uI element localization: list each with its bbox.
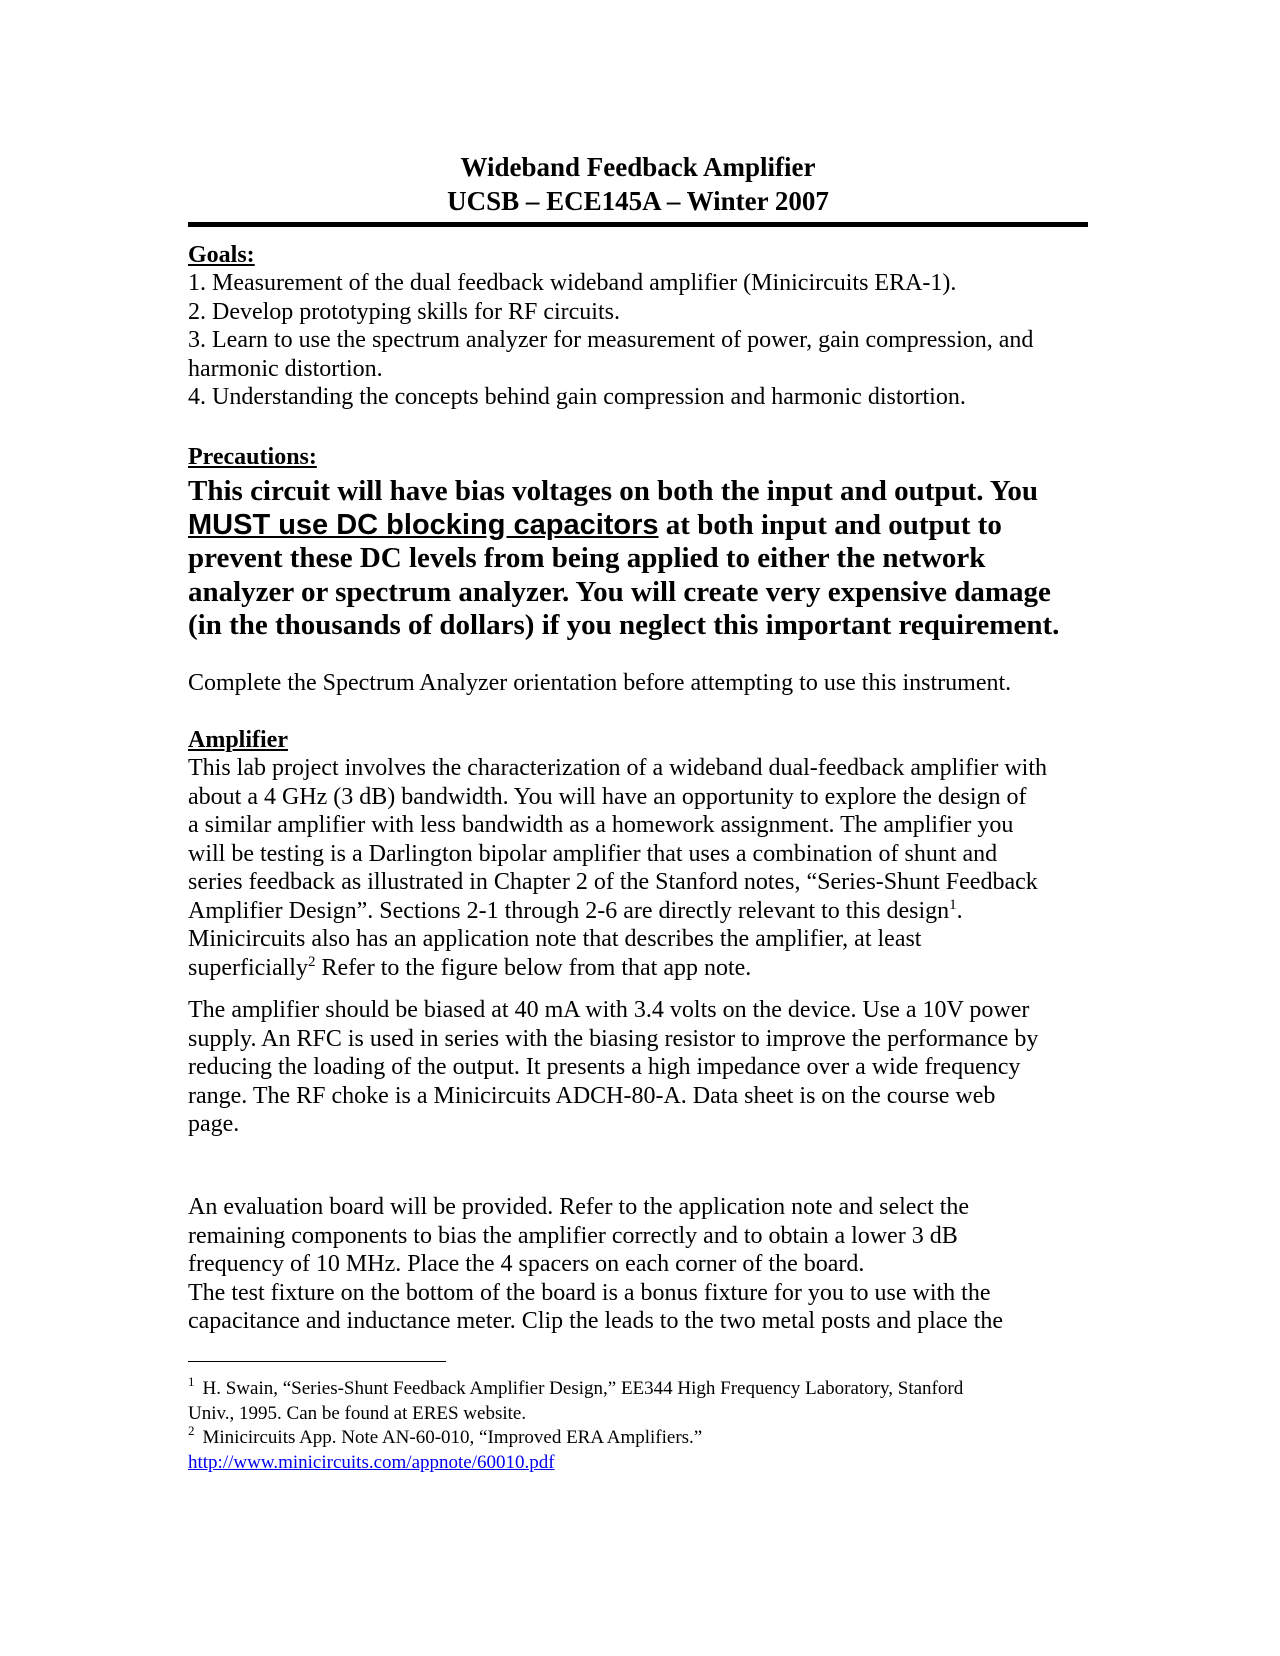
paragraph-line: An evaluation board will be provided. Refer to the application note and select the bbox=[188, 1194, 970, 1220]
paragraph-line: about a 4 GHz (3 dB) bandwidth. You will have an opportunity to explore the design of bbox=[188, 783, 1027, 810]
orientation-note bbox=[188, 669, 1088, 698]
paragraph-text: . bbox=[956, 897, 963, 924]
appnote-link[interactable]: http://www.minicircuits.com/appnote/60010.pdf bbox=[188, 1451, 555, 1473]
paragraph-line: series feedback as illustrated in Chapter 2 of the Stanford notes, “Series-Shunt Feedback bbox=[188, 869, 1038, 895]
footnote-number: 2 bbox=[188, 1423, 195, 1438]
paragraph-line: The amplifier should be biased at 40 mA with 3.4 volts on the device. Use a 10V power bbox=[188, 997, 1030, 1023]
must-use-dc-blocking-emphasis: MUST use DC blocking capacitors bbox=[188, 508, 659, 541]
warning-line: analyzer or spectrum analyzer. You will create very expensive damage bbox=[188, 575, 1051, 608]
footnote-text: Minicircuits App. Note AN-60-010, “Improved ERA Amplifiers.” bbox=[202, 1427, 703, 1448]
warning-line: (in the thousands of dollars) if you neglect this important requirement. bbox=[188, 609, 1060, 641]
footnote-text: H. Swain, “Series-Shunt Feedback Amplifier Design,” EE344 High Frequency Laboratory, Stanford bbox=[202, 1378, 964, 1399]
title-divider bbox=[188, 222, 1088, 227]
paragraph-text: superficially bbox=[188, 954, 308, 981]
goal-item-continued: harmonic distortion. bbox=[188, 355, 383, 382]
goal-item: 4. Understanding the concepts behind gain compression and harmonic distortion. bbox=[188, 384, 966, 410]
paragraph-line: page. bbox=[188, 1111, 240, 1137]
amplifier-paragraph-3 bbox=[188, 1193, 1088, 1336]
paragraph-line bbox=[188, 897, 1088, 926]
paragraph-text: Refer to the figure below from that app note. bbox=[315, 954, 752, 981]
paragraph-line: reducing the loading of the output. It presents a high impedance over a wide frequency bbox=[188, 1054, 1021, 1080]
paragraph-line: Minicircuits also has an application note that describes the amplifier, at least bbox=[188, 926, 922, 952]
amplifier-section bbox=[188, 726, 1088, 982]
footnote-text: Univ., 1995. Can be found at ERES website. bbox=[188, 1402, 527, 1424]
paragraph-line: will be testing is a Darlington bipolar amplifier that uses a combination of shunt and bbox=[188, 840, 998, 867]
paragraph-line: supply. An RFC is used in series with the biasing resistor to improve the performance by bbox=[188, 1025, 1039, 1052]
precautions-section bbox=[188, 443, 1088, 643]
paragraph-line: a similar amplifier with less bandwidth as a homework assignment. The amplifier you bbox=[188, 812, 1014, 838]
warning-line bbox=[188, 509, 1088, 543]
amplifier-paragraph-1 bbox=[188, 754, 1088, 982]
amplifier-heading: Amplifier bbox=[188, 727, 288, 753]
precautions-heading: Precautions: bbox=[188, 444, 317, 470]
warning-line: prevent these DC levels from being applied to either the network bbox=[188, 542, 986, 574]
paragraph-line: remaining components to bias the amplifier correctly and to obtain a lower 3 dB bbox=[188, 1222, 958, 1249]
footnote-divider bbox=[188, 1361, 446, 1362]
goal-item: 3. Learn to use the spectrum analyzer for measurement of power, gain compression, and bbox=[188, 327, 1034, 353]
title-line-2: UCSB – ECE145A – Winter 2007 bbox=[447, 186, 829, 216]
paragraph-text: Amplifier Design”. Sections 2-1 through 2-6 are directly relevant to this design bbox=[188, 897, 950, 924]
precautions-warning bbox=[188, 475, 1088, 643]
footnote-2 bbox=[188, 1423, 1088, 1451]
goals-section bbox=[188, 241, 1088, 412]
footnote-1 bbox=[188, 1374, 1088, 1402]
paragraph-line: frequency of 10 MHz. Place the 4 spacers on each corner of the board. bbox=[188, 1251, 865, 1277]
paragraph-line: capacitance and inductance meter. Clip the leads to the two metal posts and place the bbox=[188, 1308, 1004, 1334]
warning-line-rest: at both input and output to bbox=[658, 508, 1002, 541]
goal-item: 1. Measurement of the dual feedback wideband amplifier (Minicircuits ERA-1). bbox=[188, 270, 957, 296]
amplifier-paragraph-2 bbox=[188, 996, 1088, 1139]
footnote-number: 1 bbox=[188, 1374, 195, 1389]
footnote-ref-1[interactable]: 1 bbox=[949, 896, 957, 913]
warning-line: This circuit will have bias voltages on both the input and output. You bbox=[188, 475, 1039, 507]
paragraph-line bbox=[188, 954, 1088, 983]
paragraph-line: range. The RF choke is a Minicircuits ADCH-80-A. Data sheet is on the course web bbox=[188, 1082, 996, 1109]
title-line-1: Wideband Feedback Amplifier bbox=[460, 152, 816, 182]
paragraph-line: This lab project involves the characterization of a wideband dual-feedback amplifier with bbox=[188, 755, 1047, 781]
goals-heading: Goals: bbox=[188, 242, 255, 268]
footnote-link-line bbox=[188, 1451, 1088, 1476]
footnotes bbox=[188, 1374, 1088, 1475]
paragraph-line: The test fixture on the bottom of the board is a bonus fixture for you to use with the bbox=[188, 1279, 991, 1306]
goal-item: 2. Develop prototyping skills for RF circuits. bbox=[188, 298, 620, 325]
document-title bbox=[188, 150, 1088, 218]
footnote-ref-2[interactable]: 2 bbox=[307, 953, 316, 970]
orientation-text: Complete the Spectrum Analyzer orientation before attempting to use this instrument. bbox=[188, 670, 1012, 696]
